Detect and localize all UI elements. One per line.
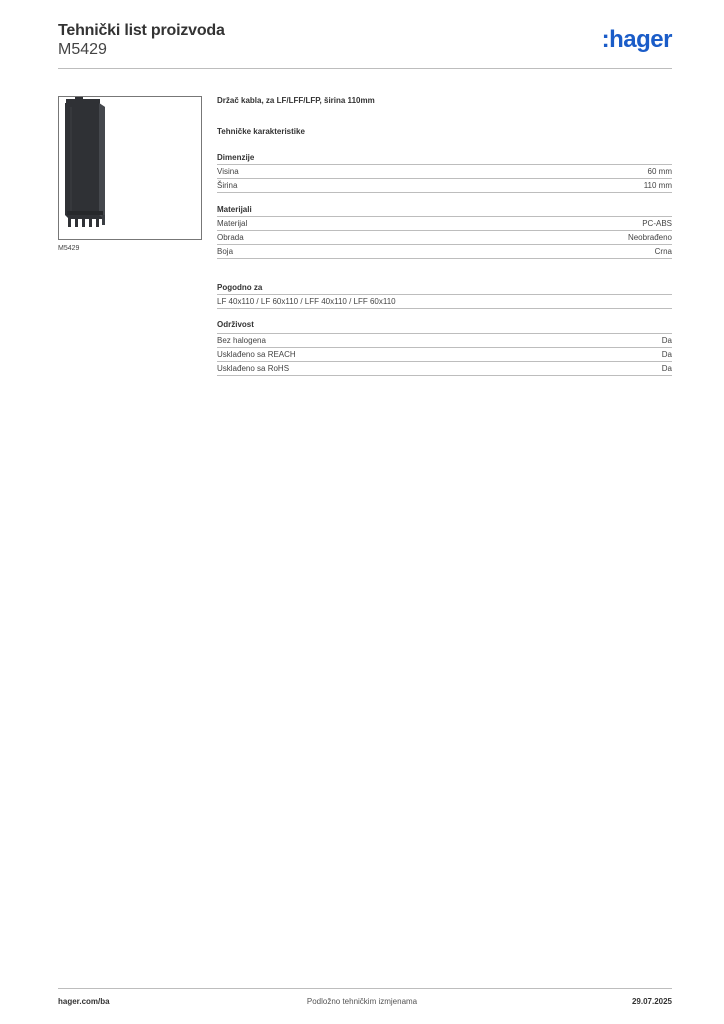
footer-website-link[interactable]: hager.com/ba: [58, 997, 110, 1006]
spec-row: [217, 231, 672, 245]
spec-row: [217, 334, 672, 348]
group-pogodno: [217, 283, 672, 309]
spec-row: [217, 245, 672, 259]
spec-value: Da: [661, 336, 672, 345]
spec-label: LF 40x110 / LF 60x110 / LFF 40x110 / LFF 60x110: [217, 297, 396, 306]
spec-value: Neobrađeno: [627, 233, 672, 242]
document-header: [58, 22, 672, 59]
spec-content: [217, 96, 672, 376]
spec-label: Boja: [217, 247, 234, 256]
spec-label: Širina: [217, 181, 238, 190]
spec-value: Da: [661, 364, 672, 373]
image-caption: M5429: [58, 245, 80, 252]
header-divider: [58, 68, 672, 69]
section-title: Tehničke karakteristike: [217, 127, 305, 136]
spec-label: Materijal: [217, 219, 248, 228]
spec-value: 110 mm: [643, 181, 672, 190]
spec-label: Usklađeno sa RoHS: [217, 364, 290, 373]
spec-row: [217, 295, 672, 309]
spec-value: Crna: [654, 247, 672, 256]
spec-row: [217, 362, 672, 376]
group-title: Dimenzije: [217, 153, 672, 165]
product-image-frame: [58, 96, 202, 240]
document-title: Tehnički list proizvoda: [58, 22, 225, 39]
hager-logo: :hager: [601, 26, 672, 53]
group-title: Održivost: [217, 320, 672, 334]
group-title: Materijali: [217, 205, 672, 217]
spec-value: Da: [661, 350, 672, 359]
spec-label: Usklađeno sa REACH: [217, 350, 296, 359]
product-description: Držač kabla, za LF/LFF/LFP, širina 110mm: [217, 96, 375, 105]
spec-label: Obrada: [217, 233, 244, 242]
group-title: Pogodno za: [217, 283, 672, 295]
product-code: M5429: [58, 41, 107, 58]
spec-label: Bez halogena: [217, 336, 266, 345]
group-dimenzije: [217, 153, 672, 193]
footer-note: Podložno tehničkim izmjenama: [306, 997, 418, 1006]
spec-row: [217, 217, 672, 231]
spec-row: [217, 348, 672, 362]
group-materijali: [217, 205, 672, 259]
spec-value: PC-ABS: [642, 219, 672, 228]
footer-date: 29.07.2025: [631, 997, 672, 1006]
footer-divider: [58, 988, 672, 989]
spec-row: [217, 179, 672, 193]
group-odrzivost: [217, 320, 672, 376]
spec-row: [217, 165, 672, 179]
spec-value: 60 mm: [647, 167, 672, 176]
product-image: [59, 97, 201, 239]
spec-label: Visina: [217, 167, 239, 176]
